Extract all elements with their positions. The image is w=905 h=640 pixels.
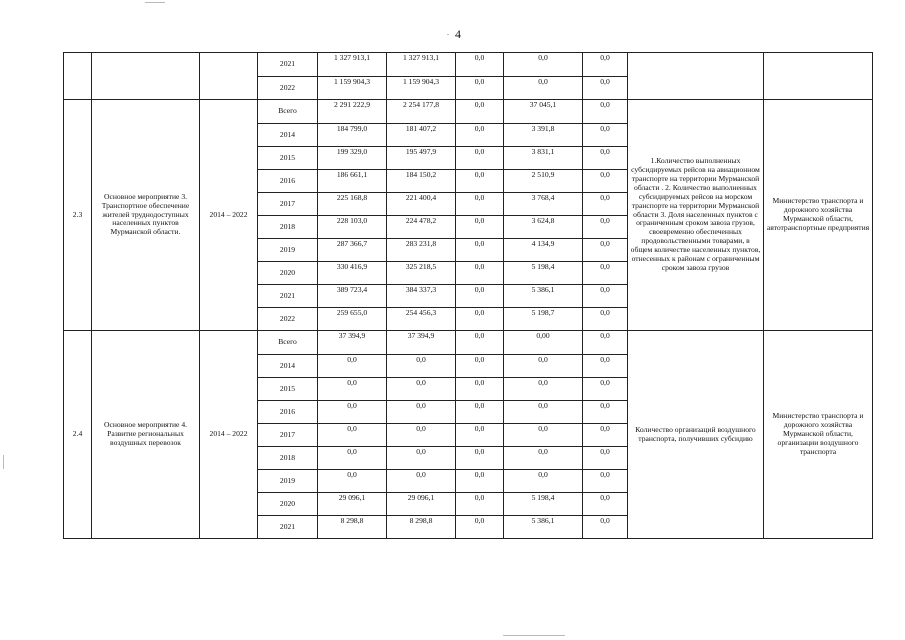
total-funding-cell: 228 103,0 [318,216,387,239]
local-budget-cell: 0,0 [504,447,583,470]
scan-mark-dot [447,34,449,35]
local-budget-cell: 5 198,4 [504,493,583,516]
regional-budget-cell: 325 218,5 [387,262,456,285]
regional-budget-cell: 8 298,8 [387,516,456,539]
year-cell: 2020 [258,493,318,516]
year-cell: 2016 [258,170,318,193]
local-budget-cell: 5 198,7 [504,308,583,331]
total-funding-cell: 184 799,0 [318,124,387,147]
program-table [63,52,873,539]
other-sources-cell: 0,0 [583,355,628,378]
federal-budget-cell: 0,0 [456,193,504,216]
measure-name-cell [92,53,200,100]
year-cell: 2019 [258,470,318,493]
total-funding-cell: 330 416,9 [318,262,387,285]
measure-period-cell: 2014 – 2022 [200,331,258,539]
year-cell: 2017 [258,193,318,216]
program-table-body [64,53,873,539]
total-funding-cell: 0,0 [318,378,387,401]
regional-budget-cell: 195 497,9 [387,147,456,170]
regional-budget-cell: 2 254 177,8 [387,100,456,124]
measure-code-cell: 2.4 [64,331,92,539]
federal-budget-cell: 0,0 [456,447,504,470]
federal-budget-cell: 0,0 [456,262,504,285]
table-row [64,100,873,124]
federal-budget-cell: 0,0 [456,285,504,308]
regional-budget-cell: 0,0 [387,355,456,378]
measure-name-cell: Основное мероприятие 3. Транспортное обеспечение жителей труднодоступных населенных пунктов Мурманской области. [92,100,200,331]
federal-budget-cell: 0,0 [456,170,504,193]
federal-budget-cell: 0,0 [456,308,504,331]
year-cell: 2019 [258,239,318,262]
measure-code-cell [64,53,92,100]
other-sources-cell: 0,0 [583,239,628,262]
federal-budget-cell: 0,0 [456,100,504,124]
regional-budget-cell: 0,0 [387,401,456,424]
regional-budget-cell: 29 096,1 [387,493,456,516]
year-cell: 2018 [258,216,318,239]
measure-period-cell: 2014 – 2022 [200,100,258,331]
other-sources-cell: 0,0 [583,493,628,516]
other-sources-cell: 0,0 [583,216,628,239]
total-funding-cell: 287 366,7 [318,239,387,262]
year-cell: 2016 [258,401,318,424]
total-funding-cell: 0,0 [318,401,387,424]
federal-budget-cell: 0,0 [456,216,504,239]
other-sources-cell: 0,0 [583,424,628,447]
local-budget-cell: 4 134,9 [504,239,583,262]
other-sources-cell: 0,0 [583,285,628,308]
measure-period-cell [200,53,258,100]
local-budget-cell: 37 045,1 [504,100,583,124]
other-sources-cell: 0,0 [583,262,628,285]
year-cell: Всего [258,100,318,124]
federal-budget-cell: 0,0 [456,239,504,262]
year-cell: 2015 [258,378,318,401]
total-funding-cell: 389 723,4 [318,285,387,308]
executors-cell: Министерство транспорта и дорожного хозяйства Мурманской области, автотранспортные предприятия [764,100,873,331]
total-funding-cell: 29 096,1 [318,493,387,516]
local-budget-cell: 0,0 [504,53,583,77]
page-number: 4 [455,27,461,41]
year-cell: 2022 [258,77,318,100]
year-cell: 2020 [258,262,318,285]
regional-budget-cell: 254 456,3 [387,308,456,331]
local-budget-cell: 0,0 [504,470,583,493]
total-funding-cell: 259 655,0 [318,308,387,331]
other-sources-cell: 0,0 [583,77,628,100]
other-sources-cell: 0,0 [583,308,628,331]
scan-mark-top [145,2,165,3]
local-budget-cell: 5 198,4 [504,262,583,285]
federal-budget-cell: 0,0 [456,147,504,170]
year-cell: 2021 [258,53,318,77]
regional-budget-cell: 0,0 [387,470,456,493]
federal-budget-cell: 0,0 [456,53,504,77]
local-budget-cell: 0,0 [504,424,583,447]
year-cell: 2014 [258,124,318,147]
other-sources-cell: 0,0 [583,193,628,216]
other-sources-cell: 0,0 [583,516,628,539]
other-sources-cell: 0,0 [583,100,628,124]
local-budget-cell: 0,0 [504,378,583,401]
regional-budget-cell: 283 231,8 [387,239,456,262]
local-budget-cell: 0,00 [504,331,583,355]
regional-budget-cell: 384 337,3 [387,285,456,308]
total-funding-cell: 2 291 222,9 [318,100,387,124]
year-cell: 2014 [258,355,318,378]
local-budget-cell: 0,0 [504,401,583,424]
regional-budget-cell: 1 327 913,1 [387,53,456,77]
federal-budget-cell: 0,0 [456,470,504,493]
total-funding-cell: 0,0 [318,470,387,493]
regional-budget-cell: 0,0 [387,378,456,401]
regional-budget-cell: 184 150,2 [387,170,456,193]
total-funding-cell: 0,0 [318,424,387,447]
year-cell: 2021 [258,285,318,308]
measure-name-cell: Основное мероприятие 4. Развитие региональных воздушных перевозок [92,331,200,539]
indicators-cell: 1.Количество выполненных субсидируемых рейсов на авиационном транспорте на территории Мурманской области . 2. Количество выполненных субсидируемых рейсов на морском транспорте на территории Мурманской области 3. Доля населенных пунктов с ограниченным сроком завоза грузов, своевременно обеспеченных продовольственными товарами, в общем количестве населенных пунктов, отнесенных к районам с ограниченным сроком завоза грузов [628,100,764,331]
other-sources-cell: 0,0 [583,331,628,355]
year-cell: 2021 [258,516,318,539]
total-funding-cell: 1 159 904,3 [318,77,387,100]
other-sources-cell: 0,0 [583,447,628,470]
local-budget-cell: 2 510,9 [504,170,583,193]
table-row [64,53,873,77]
total-funding-cell: 8 298,8 [318,516,387,539]
local-budget-cell: 0,0 [504,77,583,100]
federal-budget-cell: 0,0 [456,401,504,424]
regional-budget-cell: 0,0 [387,424,456,447]
indicators-cell [628,53,764,100]
measure-code-cell: 2.3 [64,100,92,331]
total-funding-cell: 1 327 913,1 [318,53,387,77]
other-sources-cell: 0,0 [583,401,628,424]
total-funding-cell: 199 329,0 [318,147,387,170]
year-cell: Всего [258,331,318,355]
regional-budget-cell: 224 478,2 [387,216,456,239]
federal-budget-cell: 0,0 [456,331,504,355]
year-cell: 2018 [258,447,318,470]
year-cell: 2017 [258,424,318,447]
executors-cell [764,53,873,100]
other-sources-cell: 0,0 [583,53,628,77]
federal-budget-cell: 0,0 [456,516,504,539]
total-funding-cell: 0,0 [318,447,387,470]
regional-budget-cell: 37 394,9 [387,331,456,355]
table-row [64,331,873,355]
regional-budget-cell: 0,0 [387,447,456,470]
year-cell: 2015 [258,147,318,170]
local-budget-cell: 0,0 [504,355,583,378]
other-sources-cell: 0,0 [583,378,628,401]
regional-budget-cell: 221 400,4 [387,193,456,216]
local-budget-cell: 5 386,1 [504,285,583,308]
local-budget-cell: 3 831,1 [504,147,583,170]
scan-mark-left [3,455,4,469]
regional-budget-cell: 181 407,2 [387,124,456,147]
federal-budget-cell: 0,0 [456,355,504,378]
federal-budget-cell: 0,0 [456,378,504,401]
total-funding-cell: 225 168,8 [318,193,387,216]
total-funding-cell: 0,0 [318,355,387,378]
executors-cell: Министерство транспорта и дорожного хозяйства Мурманской области, организации воздушного транспорта [764,331,873,539]
other-sources-cell: 0,0 [583,170,628,193]
other-sources-cell: 0,0 [583,124,628,147]
federal-budget-cell: 0,0 [456,424,504,447]
regional-budget-cell: 1 159 904,3 [387,77,456,100]
federal-budget-cell: 0,0 [456,77,504,100]
year-cell: 2022 [258,308,318,331]
local-budget-cell: 3 768,4 [504,193,583,216]
other-sources-cell: 0,0 [583,147,628,170]
local-budget-cell: 3 624,8 [504,216,583,239]
total-funding-cell: 186 661,1 [318,170,387,193]
total-funding-cell: 37 394,9 [318,331,387,355]
scan-mark-bottom [503,635,565,636]
other-sources-cell: 0,0 [583,470,628,493]
local-budget-cell: 5 386,1 [504,516,583,539]
indicators-cell: Количество организаций воздушного транспорта, получивших субсидию [628,331,764,539]
federal-budget-cell: 0,0 [456,124,504,147]
federal-budget-cell: 0,0 [456,493,504,516]
local-budget-cell: 3 391,8 [504,124,583,147]
